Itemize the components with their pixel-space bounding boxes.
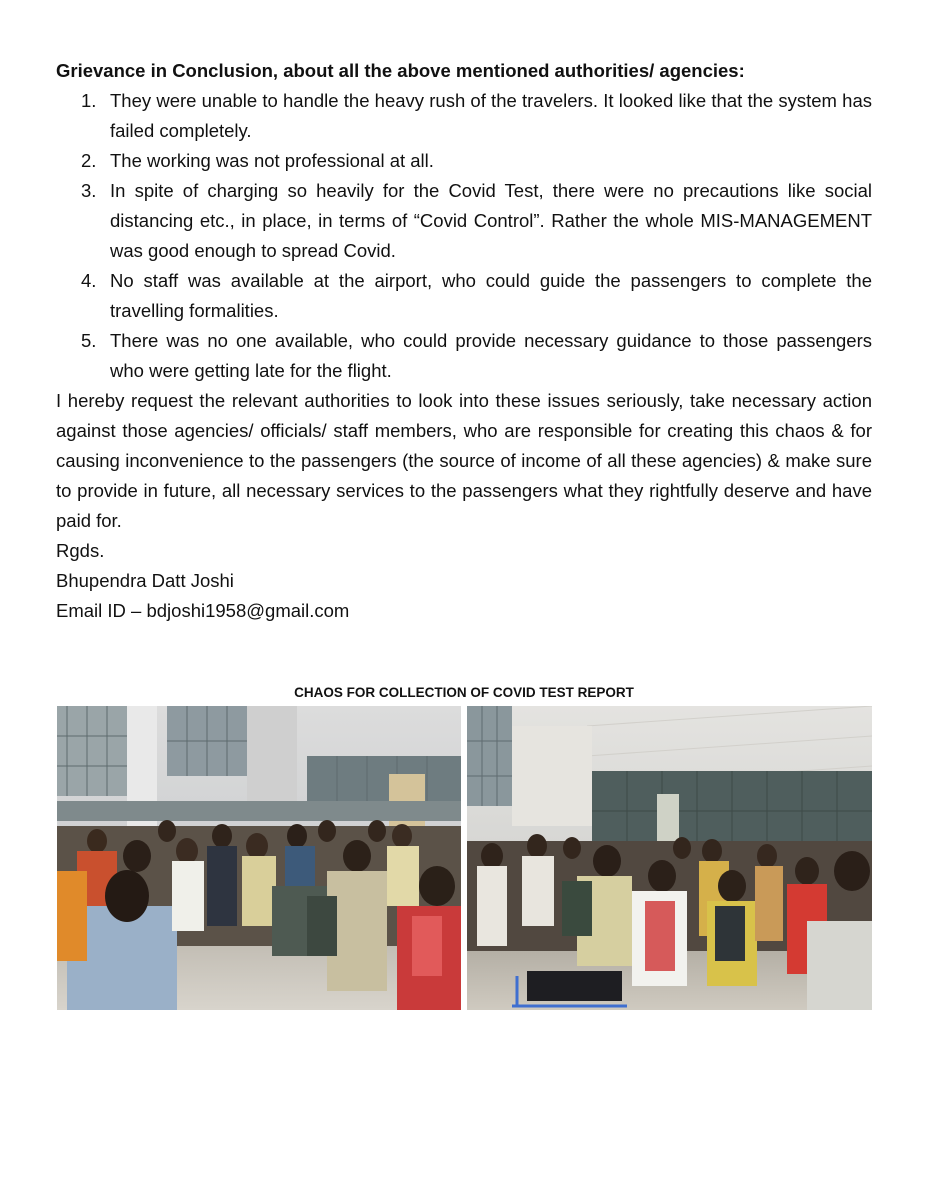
letter-body <box>56 56 872 626</box>
request-paragraph: I hereby request the relevant authorities to look into these issues seriously, take necessary action against those agencies/ officials/ staff members, who are responsible for creating this chaos & for causing inconvenience to the passengers (the source of income of all these agencies) & make sure to provide in future, all necessary services to the passengers what they rightfully deserve and have paid for. <box>56 390 872 531</box>
photo-caption: CHAOS FOR COLLECTION OF COVID TEST REPORT <box>294 685 634 700</box>
grievance-text: In spite of charging so heavily for the Covid Test, there were no precautions like social distancing etc., in place, in terms of “Covid Control”. Rather the whole MIS-MANAGEMENT was good enough to spread Covid. <box>110 180 872 261</box>
crowd-photo-left <box>57 706 461 1010</box>
grievance-item <box>56 86 872 146</box>
grievance-text: The working was not professional at all. <box>110 150 434 171</box>
grievance-list <box>56 86 872 386</box>
signer-name: Bhupendra Datt Joshi <box>56 570 234 591</box>
grievance-heading: Grievance in Conclusion, about all the above mentioned authorities/ agencies: <box>56 60 745 81</box>
grievance-number: 4. <box>81 270 97 291</box>
crowd-photo-right <box>467 706 872 1010</box>
grievance-text: No staff was available at the airport, who could guide the passengers to complete the travelling formalities. <box>110 270 872 321</box>
grievance-number: 3. <box>81 180 97 201</box>
grievance-item <box>56 176 872 266</box>
grievance-text: There was no one available, who could provide necessary guidance to those passengers who were getting late for the flight. <box>110 330 872 381</box>
photo-strip <box>57 706 872 1010</box>
closing-text: Rgds. <box>56 540 105 561</box>
grievance-item <box>56 326 872 386</box>
grievance-text: They were unable to handle the heavy rush of the travelers. It looked like that the system has failed completely. <box>110 90 872 141</box>
grievance-item <box>56 266 872 326</box>
grievance-number: 5. <box>81 330 97 351</box>
email-line: Email ID – bdjoshi1958@gmail.com <box>56 600 350 621</box>
grievance-number: 2. <box>81 150 97 171</box>
grievance-item <box>56 146 872 176</box>
grievance-number: 1. <box>81 90 97 111</box>
